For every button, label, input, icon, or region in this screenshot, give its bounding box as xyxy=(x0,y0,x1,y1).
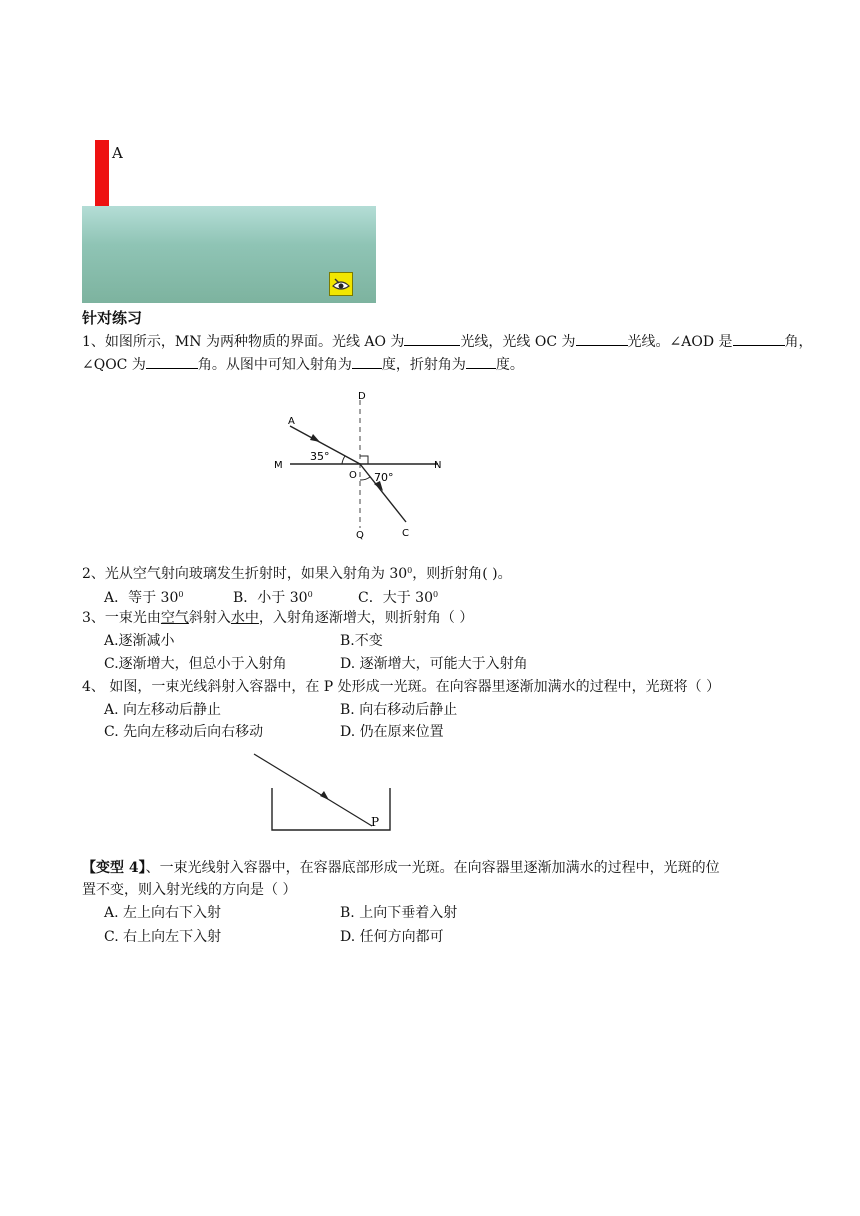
section-title: 针对练习 xyxy=(82,309,143,327)
q4-option-b: B. 向右移动后静止 xyxy=(340,702,458,718)
angle-35: 35° xyxy=(310,450,330,463)
q4-option-d: D. 仍在原来位置 xyxy=(340,724,444,740)
label-m: M xyxy=(274,460,283,471)
q4-option-c: C. 先向左移动后向右移动 xyxy=(104,724,264,740)
q3-option-b: B.不变 xyxy=(340,633,383,649)
label-a: A xyxy=(288,416,295,427)
v4-line1: 【变型 4】、一束光线射入容器中，在容器底部形成一光斑。在向容器里逐渐加满水的过程中，光斑的位 xyxy=(82,860,720,876)
q4-option-a: A. 向左移动后静止 xyxy=(104,702,222,718)
top-figure xyxy=(82,140,376,303)
container-diagram xyxy=(250,750,400,834)
q3-stem: 3、一束光由空气斜射入水中，入射角逐渐增大，则折射角（ ） xyxy=(82,610,474,626)
label-q: Q xyxy=(356,530,364,540)
label-d: D xyxy=(358,391,366,402)
q4-stem: 4、 如图，一束光线斜射入容器中，在 P 处形成一光斑。在向容器里逐渐加满水的过程中，光斑将（ ） xyxy=(82,679,721,695)
v4-option-d: D. 任何方向都可 xyxy=(340,929,444,945)
v4-option-c: C. 右上向左下入射 xyxy=(104,929,222,945)
v4-option-a: A. 左上向右下入射 xyxy=(104,905,222,921)
label-p: P xyxy=(371,815,380,829)
v4-line2: 置不变，则入射光线的方向是（ ） xyxy=(82,882,297,898)
label-o: O xyxy=(349,470,357,481)
q2-option-a: A．等于 $30^0$ xyxy=(104,590,184,606)
q3-option-d: D. 逐渐增大，可能大于入射角 xyxy=(340,656,528,672)
q3-option-c: C.逐渐增大，但总小于入射角 xyxy=(104,656,287,672)
label-a-top: A xyxy=(112,144,123,162)
angle-70: 70° xyxy=(374,471,394,484)
v4-option-b: B. 上向下垂着入射 xyxy=(340,905,458,921)
q1-line2: ∠QOC 为 角。从图中可知入射角为 度，折射角为 度。 xyxy=(82,354,524,375)
q2-option-b: B．小于 $30^0$ xyxy=(233,590,313,606)
q2-option-c: C．大于 $30^0$ xyxy=(358,590,439,606)
q3-option-a: A.逐渐减小 xyxy=(104,633,175,649)
label-n: N xyxy=(434,460,442,471)
label-c: C xyxy=(402,528,409,539)
water-image xyxy=(82,206,376,303)
q1-line1: 1、如图所示，MN 为两种物质的界面。光线 AO 为 光线，光线 OC 为 光线。∠AOD 是 角， xyxy=(82,331,813,352)
red-rod xyxy=(95,140,109,206)
eye-icon xyxy=(329,272,353,296)
q2-stem: 2、光从空气射向玻璃发生折射时，如果入射角为 $30^0$，则折射角( )。 xyxy=(82,566,512,582)
refraction-diagram xyxy=(270,388,450,540)
